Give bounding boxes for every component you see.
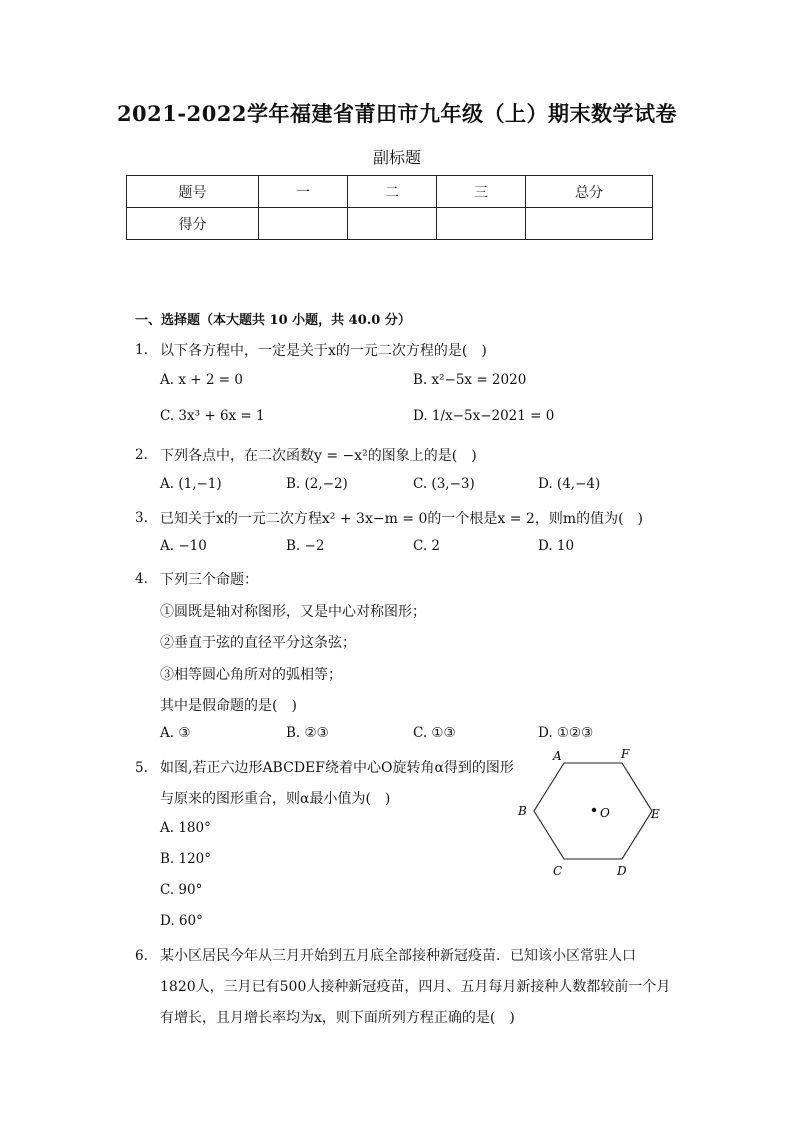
option-b: B. (2,−2) [286, 476, 348, 492]
page-subtitle: 副标题 [372, 148, 421, 167]
score-cell: 总分 [526, 176, 653, 208]
option-d: D. (4,−4) [538, 476, 601, 492]
score-cell: 一 [259, 176, 348, 208]
vertex-label-b: B [518, 804, 527, 818]
option-a: A. ③ [160, 725, 191, 741]
question-stem: 已知关于x的一元二次方程x² + 3x−m = 0的一个根是x = 2，则m的值为( ) [160, 511, 644, 527]
question-stem: 以下各方程中，一定是关于x的一元二次方程的是( ) [160, 343, 487, 359]
statement-line: ③相等圆心角所对的弧相等； [160, 667, 342, 683]
question-stem: 下列三个命题： [160, 572, 258, 588]
question-stem-continued: 有增长，且月增长率均为x，则下面所列方程正确的是( ) [160, 1010, 515, 1026]
center-point [592, 808, 596, 812]
score-cell: 得分 [127, 208, 259, 240]
option-c: C. 2 [413, 538, 441, 554]
question-number: 2. [135, 447, 148, 463]
score-cell [437, 208, 526, 240]
question-number: 4. [135, 571, 148, 587]
page-title: 2021-2022学年福建省莆田市九年级（上）期末数学试卷 [116, 101, 678, 126]
score-table-header-row [127, 176, 653, 208]
option-b: B. ②③ [286, 725, 329, 741]
vertex-label-c: C [553, 864, 563, 878]
statement-line: ①圆既是轴对称图形，又是中心对称图形； [160, 604, 426, 620]
option-b: B. x²−5x = 2020 [413, 372, 527, 388]
vertex-label-d: D [617, 864, 627, 878]
score-table-row [127, 208, 653, 240]
score-table [126, 175, 653, 240]
section-heading: 一、选择题（本大题共 10 小题，共 40.0 分） [135, 313, 411, 328]
score-cell [348, 208, 437, 240]
question-stem: 如图,若正六边形ABCDEF绕着中心O旋转角α得到的图形 [160, 760, 514, 776]
question-stem-continued: 1820人，三月已有500人接种新冠疫苗，四月、五月每月新接种人数都较前一个月 [160, 979, 671, 995]
statement-line: ②垂直于弦的直径平分这条弦； [160, 635, 356, 651]
vertex-label-e: E [651, 807, 660, 821]
question-stem: 下列各点中，在二次函数y = −x²的图象上的是( ) [160, 448, 477, 464]
option-a: A. −10 [160, 538, 207, 554]
option-d: D. 1/x−5x−2021 = 0 [413, 408, 555, 424]
option-a: A. x + 2 = 0 [160, 372, 243, 388]
score-cell: 三 [437, 176, 526, 208]
question-stem: 某小区居民今年从三月开始到五月底全部接种新冠疫苗．已知该小区常驻人口 [160, 948, 636, 964]
option-c: C. (3,−3) [413, 476, 475, 492]
score-cell: 题号 [127, 176, 259, 208]
question-number: 3. [135, 510, 148, 526]
hexagon-figure [512, 745, 667, 880]
vertex-label-a: A [553, 749, 562, 763]
option-d: D. 10 [538, 538, 575, 554]
question-stem-continued: 与原来的图形重合，则α最小值为( ) [160, 791, 391, 807]
score-cell: 二 [348, 176, 437, 208]
option-c: C. 3x³ + 6x = 1 [160, 408, 265, 424]
option-c: C. ①③ [413, 725, 456, 741]
option-a: A. (1,−1) [160, 476, 222, 492]
option-c: C. 90° [160, 882, 203, 898]
question-number: 1. [135, 342, 148, 358]
option-a: A. 180° [160, 820, 211, 836]
vertex-label-f: F [621, 747, 630, 761]
option-b: B. −2 [286, 538, 325, 554]
option-d: D. ①②③ [538, 725, 594, 741]
question-number: 5. [135, 760, 148, 776]
option-b: B. 120° [160, 851, 212, 867]
option-d: D. 60° [160, 913, 203, 929]
score-cell [526, 208, 653, 240]
question-number: 6. [135, 948, 148, 964]
statement-line: 其中是假命题的是( ) [160, 698, 297, 714]
center-label-o: O [600, 806, 610, 820]
score-cell [259, 208, 348, 240]
